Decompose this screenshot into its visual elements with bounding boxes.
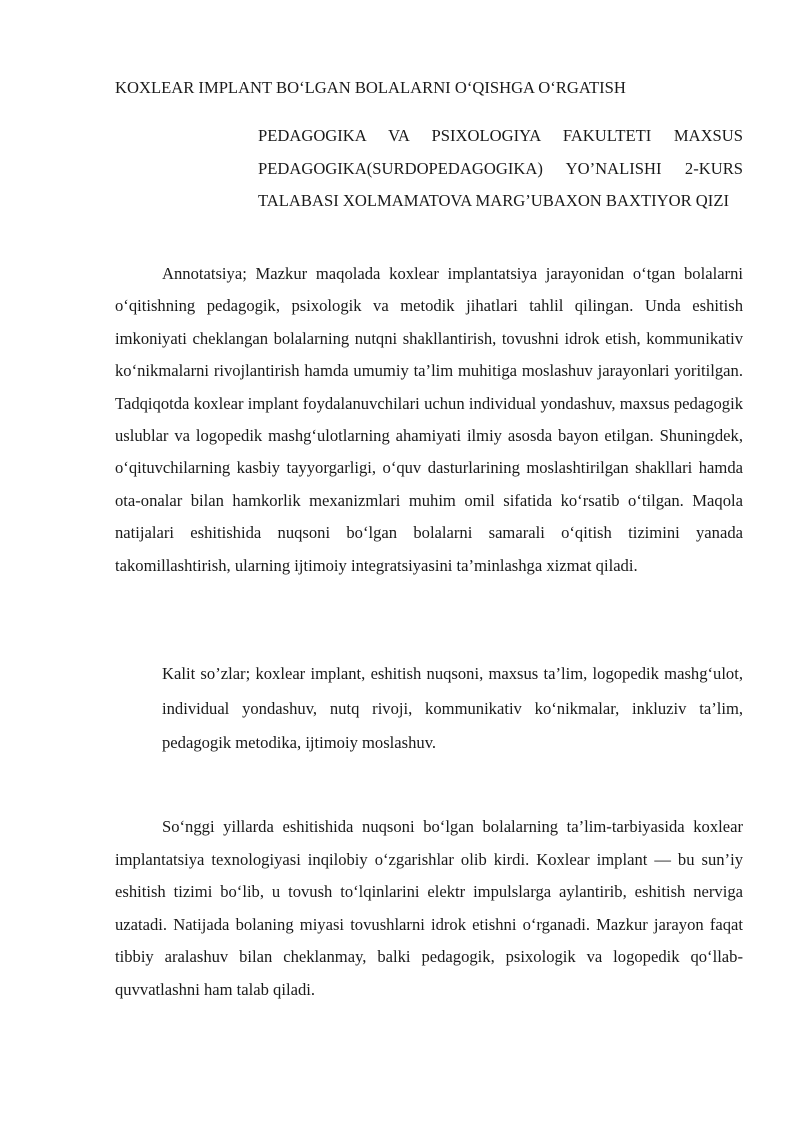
abstract-paragraph: Annotatsiya; Mazkur maqolada koxlear implantatsiya jarayonidan o‘tgan bolalarni o‘qitishning pedagogik, psixologik va metodik jihatlari tahlil qilingan. Unda eshitish imkoniyati cheklangan bolalarning nutqni shakllantirish, tovushni idrok etish, kommunikativ ko‘nikmalarni rivojlantirish hamda umumiy ta’lim muhitiga moslashuv jarayonlari yoritilgan. Tadqiqotda koxlear implant foydalanuvchilari uchun individual yondashuv, maxsus pedagogik uslublar va logopedik mashg‘ulotlarning ahamiyati ilmiy asosda bayon etilgan. Shuningdek, o‘qituvchilarning kasbiy tayyorgarligi, o‘quv dasturlarining moslashtirilgan shakllari hamda ota-onalar bilan hamkorlik mexanizmlari muhim omil sifatida ko‘rsatib o‘tilgan. Maqola natijalari eshitishida nuqsoni bo‘lgan bolalarni samarali o‘qitish tizimini yanada takomillashtirish, ularning ijtimoiy integratsiyasini ta’minlashga xizmat qiladi. [115, 264, 743, 575]
keywords-paragraph: Kalit so’zlar; koxlear implant, eshitish nuqsoni, maxsus ta’lim, logopedik mashg‘ulot, individual yondashuv, nutq rivoji, kommunikativ ko‘nikmalar, inkluziv ta’lim, pedagogik metodika, ijtimoiy moslashuv. [162, 664, 743, 752]
document-title: KOXLEAR IMPLANT BO‘LGAN BOLALARNI O‘QISHGA O‘RGATISH [115, 78, 626, 97]
body-paragraph: So‘nggi yillarda eshitishida nuqsoni bo‘lgan bolalarning ta’lim-tarbiyasida koxlear implantatsiya texnologiyasi inqilobiy o‘zgarishlar olib kirdi. Koxlear implant — bu sun’iy eshitish tizimi bo‘lib, u tovush to‘lqinlarini elektr impulslarga aylantirib, eshitish nerviga uzatadi. Natijada bolaning miyasi tovushlarni idrok etishni o‘rganadi. Mazkur jarayon faqat tibbiy aralashuv bilan cheklanmay, balki pedagogik, psixologik va logopedik qo‘llab-quvvatlashni ham talab qiladi. [115, 817, 743, 999]
author-info: PEDAGOGIKA VA PSIXOLOGIYA FAKULTETI MAXSUS PEDAGOGIKA(SURDOPEDAGOGIKA) YO’NALISHI 2-KURS TALABASI XOLMAMATOVA MARG’UBAXON BAXTIYOR QIZI [258, 126, 743, 210]
